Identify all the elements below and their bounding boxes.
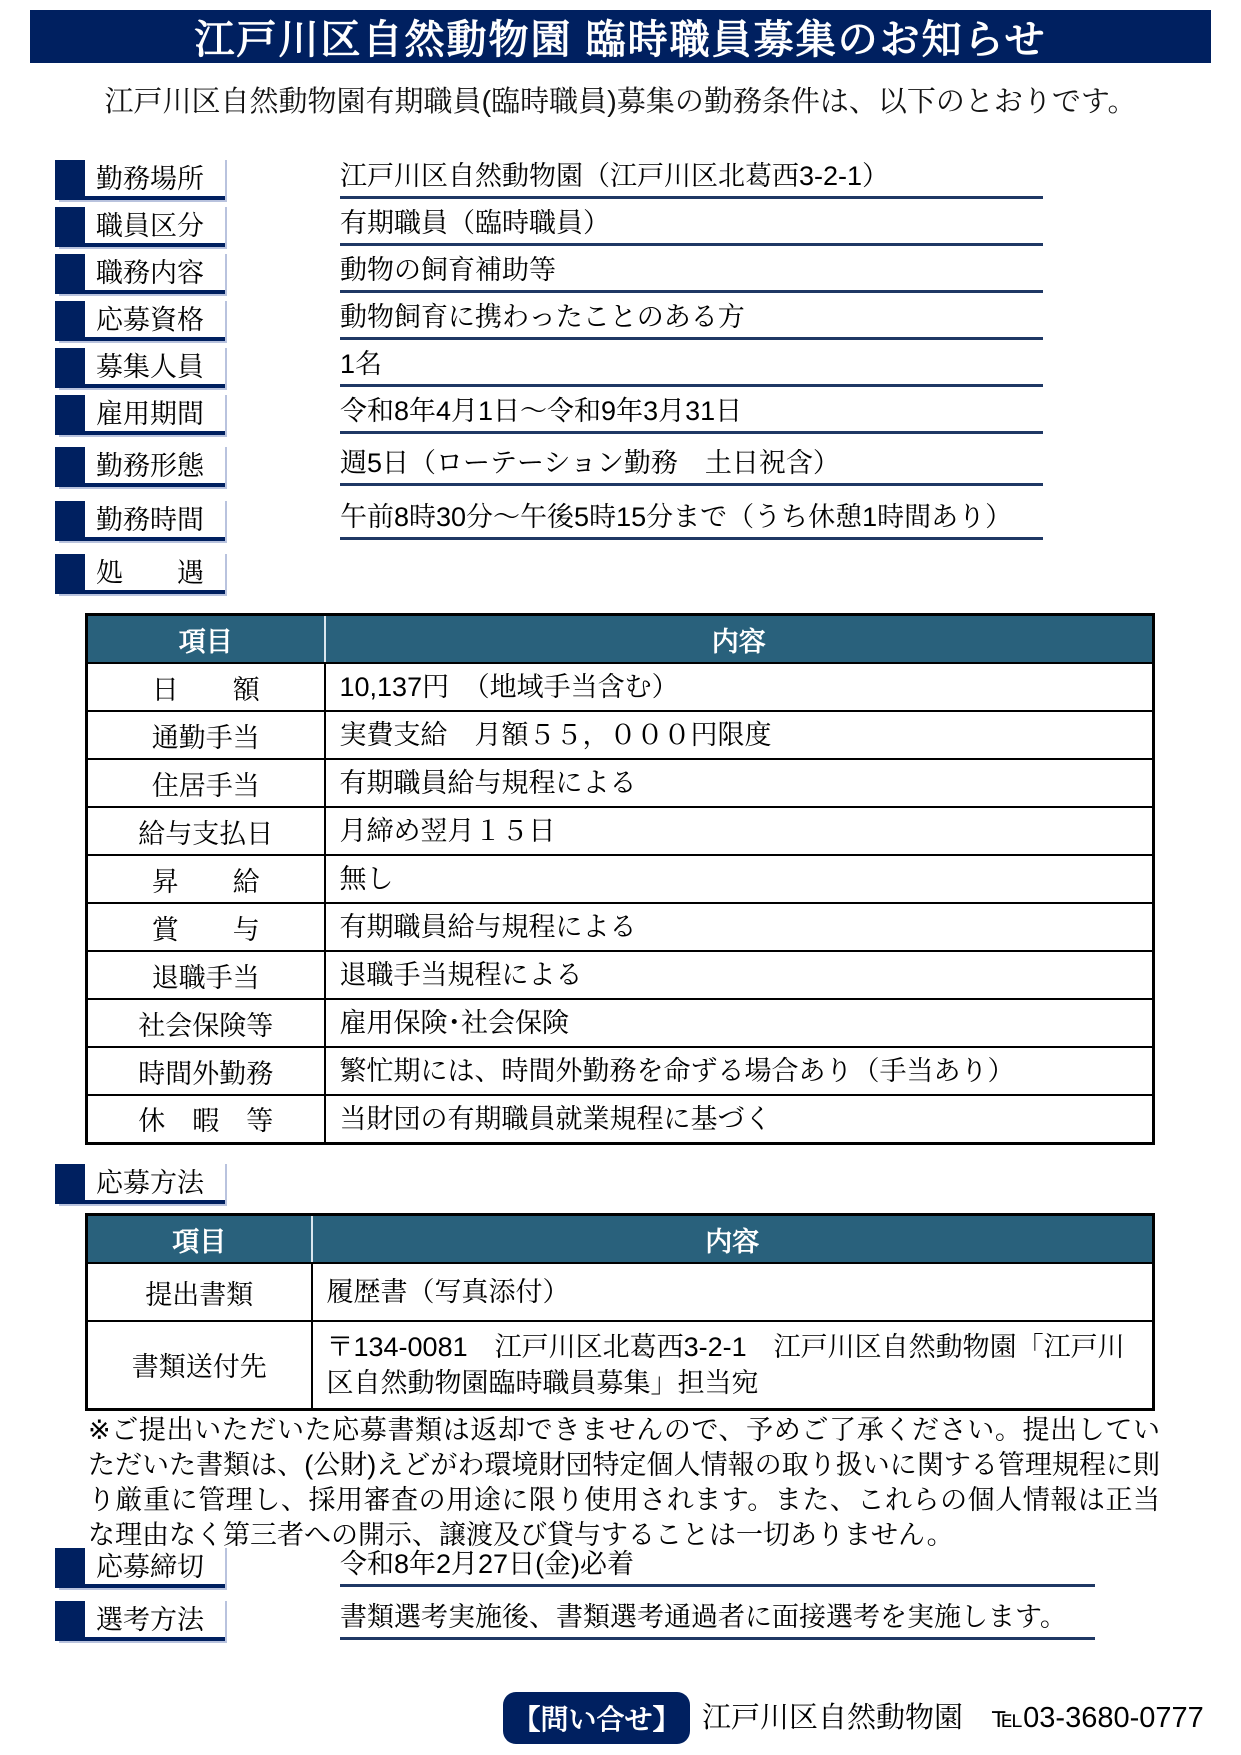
condition-row — [0, 344, 1241, 384]
bullet-square-icon — [55, 1601, 85, 1637]
content-cell: 履歴書（写真添付） — [312, 1263, 1154, 1321]
item-cell: 書類送付先 — [87, 1321, 312, 1409]
table-row — [87, 1263, 1154, 1321]
item-cell: 休 暇 等 — [87, 1095, 325, 1143]
item-cell: 昇 給 — [87, 855, 325, 903]
treatment-table-header-item: 項目 — [87, 615, 325, 664]
condition-label — [55, 497, 225, 541]
bullet-square-icon — [55, 207, 85, 243]
selection-value: 書類選考実施後、書類選考通過者に面接選考を実施します。 — [340, 1597, 1095, 1640]
table-row — [87, 855, 1154, 903]
bullet-square-icon — [55, 501, 85, 537]
item-cell: 日 額 — [87, 663, 325, 711]
section-label-text: 応募方法 — [96, 1168, 204, 1198]
bullet-square-icon — [55, 395, 85, 431]
content-cell: 雇用保険･社会保険 — [325, 999, 1154, 1047]
bullet-square-icon — [55, 447, 85, 483]
table-row — [87, 1321, 1154, 1409]
condition-label — [55, 391, 225, 435]
condition-label — [55, 550, 225, 594]
condition-label-text: 雇用期間 — [96, 399, 204, 429]
intro-text: 江戸川区自然動物園有期職員(臨時職員)募集の勤務条件は、以下のとおりです。 — [104, 86, 1137, 118]
condition-label-text: 勤務場所 — [96, 164, 204, 194]
bullet-square-icon — [55, 1548, 85, 1584]
table-row — [87, 951, 1154, 999]
condition-row — [0, 550, 1241, 590]
condition-row — [0, 443, 1241, 483]
treatment-table-header-content: 内容 — [325, 615, 1154, 664]
condition-label-text: 募集人員 — [96, 352, 204, 382]
condition-label-text: 応募資格 — [96, 305, 204, 335]
deadline-label — [55, 1544, 225, 1588]
condition-row — [0, 156, 1241, 196]
item-cell: 通勤手当 — [87, 711, 325, 759]
condition-value: 1名 — [340, 344, 1043, 387]
bullet-square-icon — [55, 348, 85, 384]
condition-label — [55, 203, 225, 247]
condition-value: 有期職員（臨時職員） — [340, 203, 1043, 246]
application-table-header-item: 項目 — [87, 1215, 312, 1264]
application-section-row — [0, 1160, 1241, 1200]
item-cell: 退職手当 — [87, 951, 325, 999]
condition-value: 午前8時30分～午後5時15分まで（うち休憩1時間あり） — [340, 497, 1043, 540]
content-cell: 月締め翌月１５日 — [325, 807, 1154, 855]
condition-value: 江戸川区自然動物園（江戸川区北葛西3-2-1） — [340, 156, 1043, 199]
condition-label-text: 職員区分 — [96, 211, 204, 241]
condition-value: 動物の飼育補助等 — [340, 250, 1043, 293]
condition-label-text: 勤務形態 — [96, 451, 204, 481]
item-cell: 提出書類 — [87, 1263, 312, 1321]
condition-value: 動物飼育に携わったことのある方 — [340, 297, 1043, 340]
content-cell: 退職手当規程による — [325, 951, 1154, 999]
table-row — [87, 1047, 1154, 1095]
condition-label — [55, 156, 225, 200]
condition-row — [0, 391, 1241, 431]
condition-label — [55, 250, 225, 294]
privacy-note: ※ご提出いただいた応募書類は返却できませんので、予めご了承ください。提出していただいた書類は、(公財)えどがわ環境財団特定個人情報の取り扱いに関する管理規程に則り厳重に管理し、採用審査の用途に限り使用されます。また、これらの個人情報は正当な理由なく第三者への開示、譲渡及び貸与することは一切ありません。 — [88, 1415, 1160, 1550]
table-row — [87, 999, 1154, 1047]
item-cell: 社会保険等 — [87, 999, 325, 1047]
selection-label-text: 選考方法 — [96, 1605, 204, 1635]
content-cell: 〒134-0081 江戸川区北葛西3-2-1 江戸川区自然動物園「江戸川区自然動物園臨時職員募集」担当宛 — [312, 1321, 1154, 1409]
bullet-square-icon — [55, 1164, 85, 1200]
content-cell: 無し — [325, 855, 1154, 903]
content-cell: 当財団の有期職員就業規程に基づく — [325, 1095, 1154, 1143]
content-cell: 10,137円 （地域手当含む） — [325, 663, 1154, 711]
section-label — [55, 1160, 225, 1204]
table-row — [87, 711, 1154, 759]
condition-value: 令和8年4月1日～令和9年3月31日 — [340, 391, 1043, 434]
bullet-square-icon — [55, 301, 85, 337]
condition-row — [0, 203, 1241, 243]
item-cell: 住居手当 — [87, 759, 325, 807]
application-table-header-content: 内容 — [312, 1215, 1154, 1264]
content-cell: 有期職員給与規程による — [325, 903, 1154, 951]
condition-label — [55, 443, 225, 487]
condition-label — [55, 344, 225, 388]
table-row — [87, 807, 1154, 855]
condition-value: 週5日（ローテーション勤務 土日祝含） — [340, 443, 1043, 486]
bullet-square-icon — [55, 160, 85, 196]
bullet-square-icon — [55, 554, 85, 590]
condition-label — [55, 297, 225, 341]
page-title: 江戸川区自然動物園 臨時職員募集のお知らせ — [194, 18, 1047, 62]
table-row — [87, 1095, 1154, 1143]
content-cell: 繁忙期には、時間外勤務を命ずる場合あり（手当あり） — [325, 1047, 1154, 1095]
table-row — [87, 903, 1154, 951]
content-cell: 有期職員給与規程による — [325, 759, 1154, 807]
treatment-table — [85, 613, 1155, 1145]
item-cell: 給与支払日 — [87, 807, 325, 855]
title-bar — [30, 10, 1211, 63]
deadline-row — [0, 1544, 1241, 1584]
selection-row — [0, 1597, 1241, 1637]
condition-label-text: 職務内容 — [96, 258, 204, 288]
contact-badge-text: 【問い合せ】 — [512, 1704, 681, 1735]
content-cell: 実費支給 月額５５，０００円限度 — [325, 711, 1154, 759]
condition-row — [0, 497, 1241, 537]
deadline-label-text: 応募締切 — [96, 1552, 204, 1582]
deadline-value: 令和8年2月27日(金)必着 — [340, 1544, 1095, 1587]
condition-label-text: 勤務時間 — [96, 505, 204, 535]
table-row — [87, 759, 1154, 807]
condition-row — [0, 250, 1241, 290]
condition-label-text: 処 遇 — [96, 558, 204, 588]
contact-info: 江戸川区自然動物園 ℡03-3680-0777 — [702, 1702, 1204, 1734]
item-cell: 時間外勤務 — [87, 1047, 325, 1095]
item-cell: 賞 与 — [87, 903, 325, 951]
selection-label — [55, 1597, 225, 1641]
contact-badge — [503, 1692, 690, 1744]
application-table — [85, 1213, 1155, 1411]
table-row — [87, 663, 1154, 711]
condition-row — [0, 297, 1241, 337]
bullet-square-icon — [55, 254, 85, 290]
